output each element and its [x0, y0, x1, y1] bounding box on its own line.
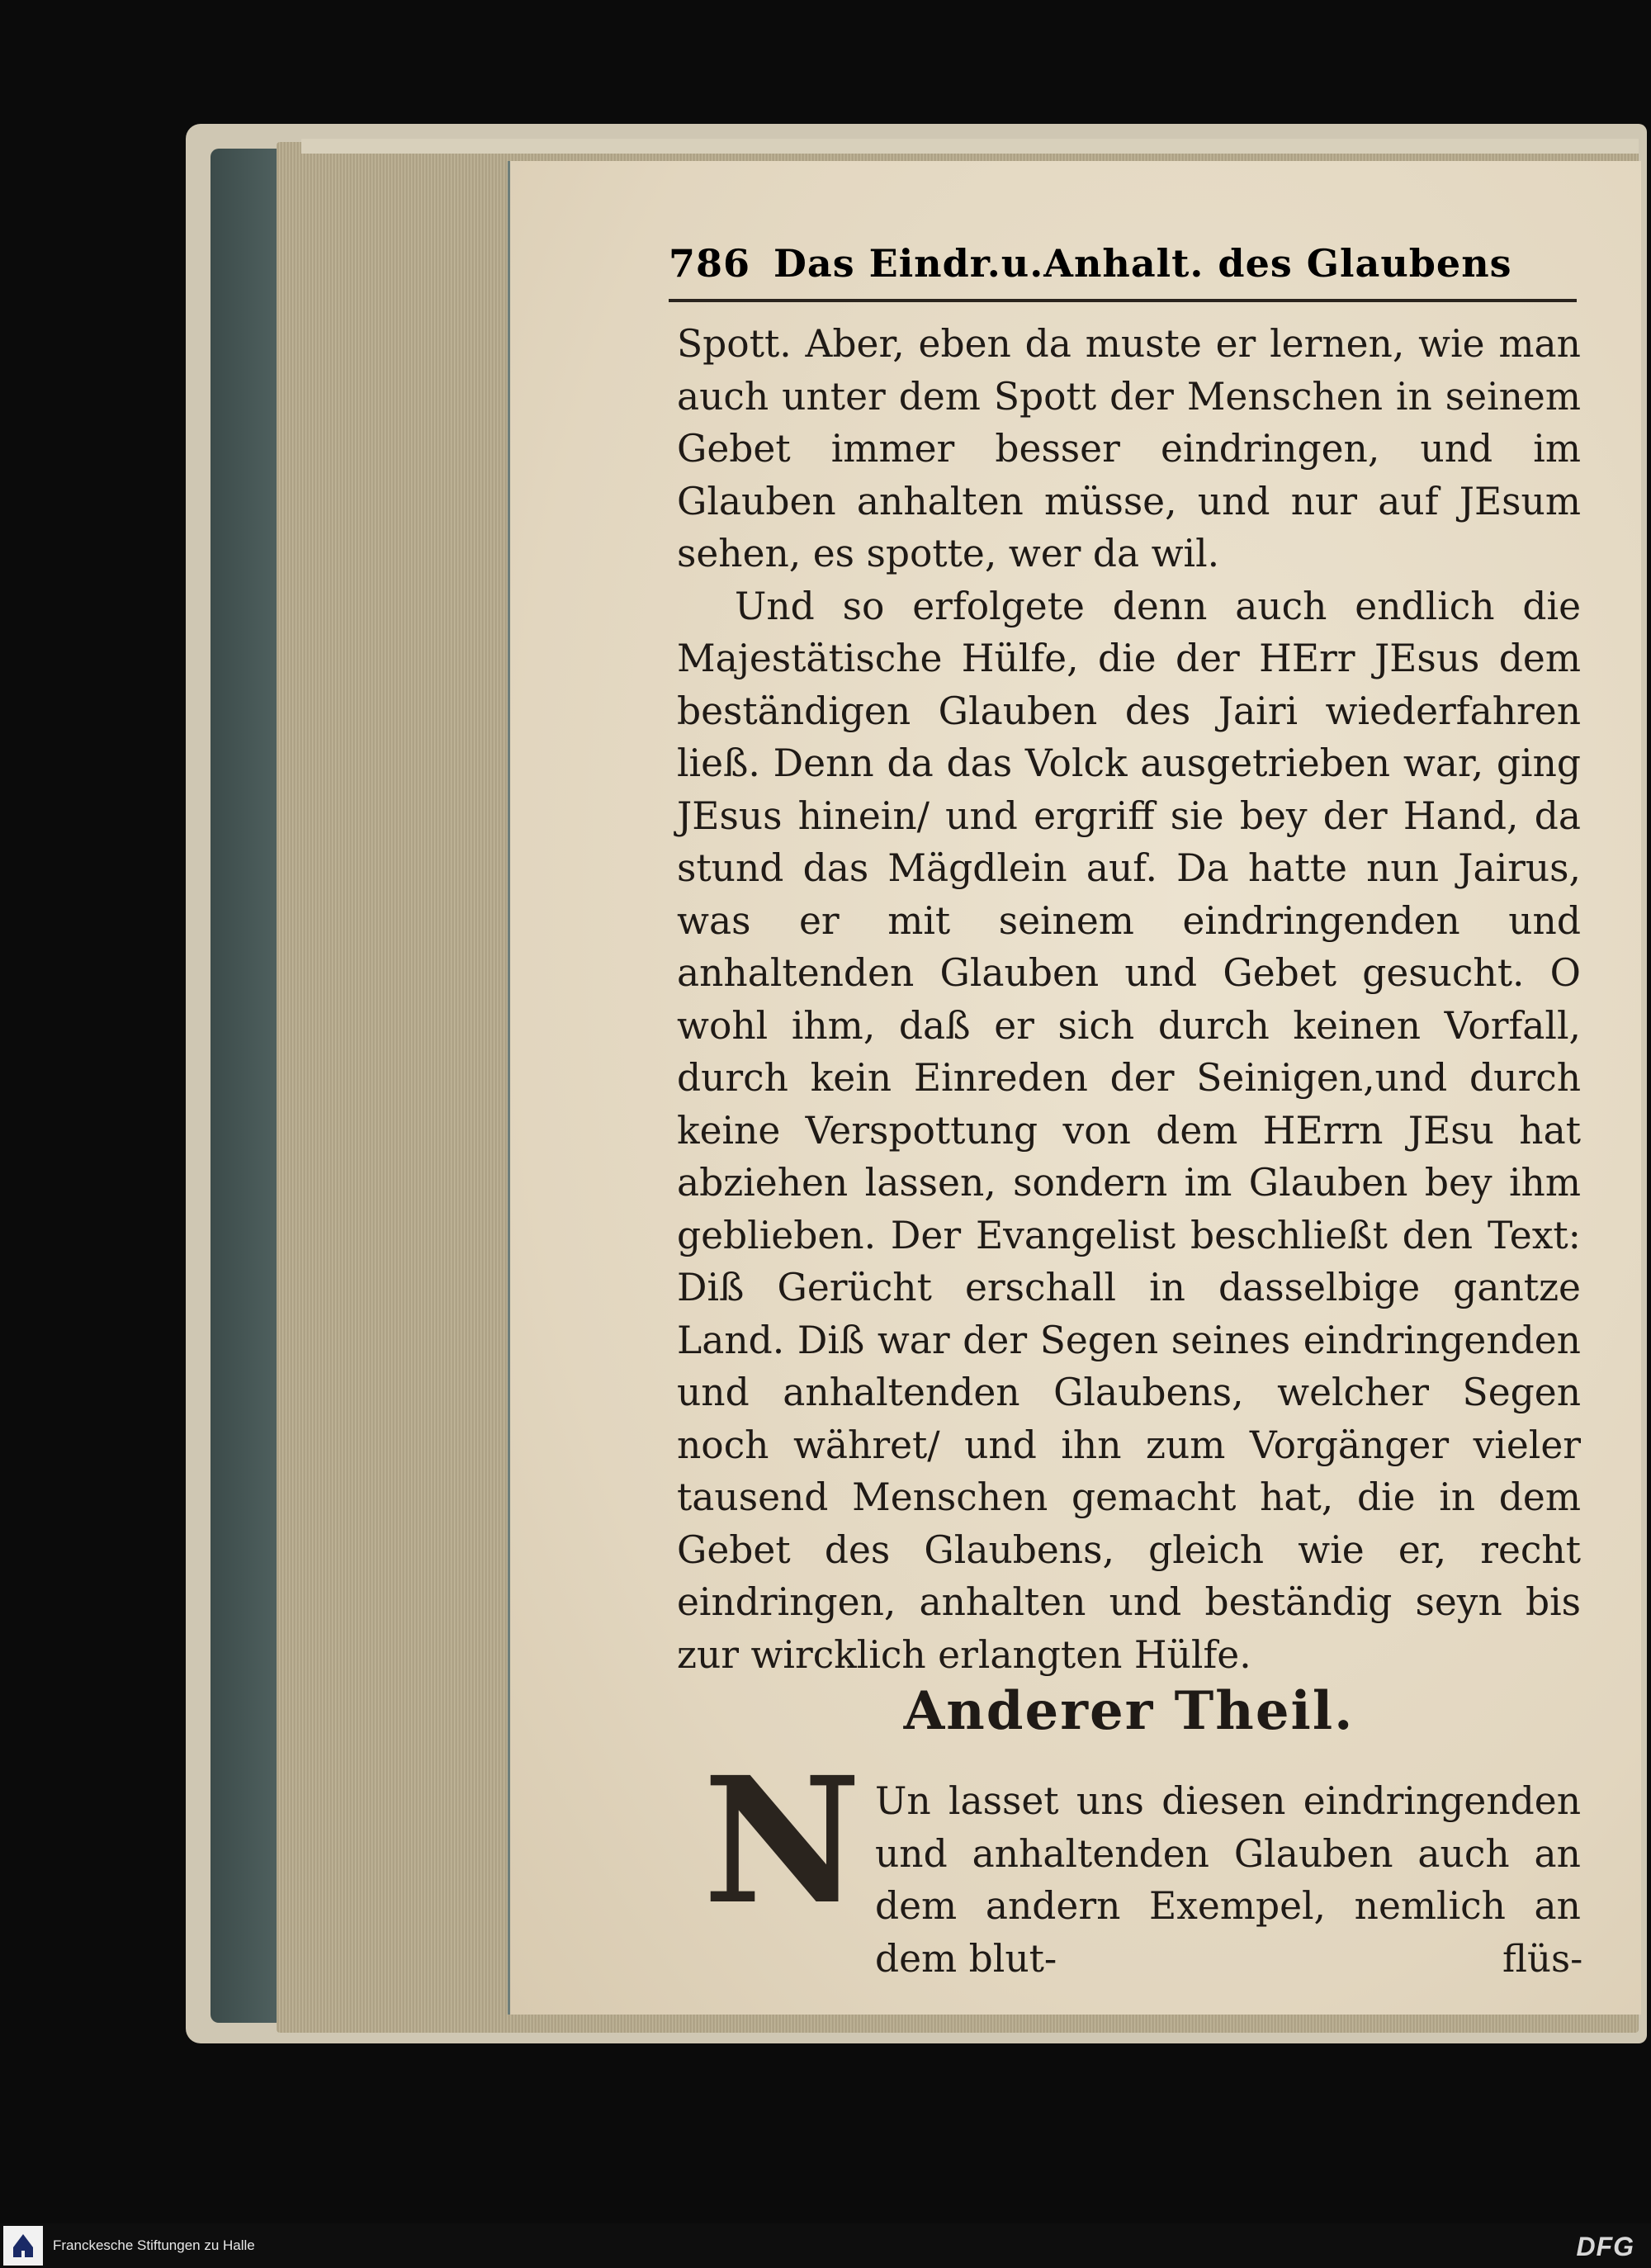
footer-institution-name: Franckesche Stiftungen zu Halle: [53, 2237, 255, 2253]
paragraph-2: Und so erfolgete denn auch endlich die Majestätische Hülfe, die der HErr JEsus dem beständigen Glauben des Jairi wiederfahren ließ. Denn da das Volck ausgetrieben war, ging JEsus hinein/ und ergriff sie bey der Hand, da stund das Mägdlein auf. Da hatte nun Jairus, was er mit seinem eindringenden und anhaltenden Glauben und Gebet gesucht. O wohl ihm, daß er sich durch keinen Vorfall, durch kein Einreden der Seinigen,und durch keine Verspottung von dem HErrn JEsu hat abziehen lassen, sondern im Glauben bey ihm geblieben. Der Evangelist beschließt den Text: Diß Gerücht erschall in dasselbige gantze Land. Diß war der Segen seines eindringenden und anhaltenden Glaubens, welcher Segen noch währet/ und ihn zum Vorgänger vieler tausend Menschen gemacht hat, die in dem Gebet des Glaubens, gleich wie er, recht eindringen, anhalten und beständig seyn bis zur wircklich erlangten Hülfe.: [677, 584, 1581, 1677]
footer-bar: [0, 2223, 1651, 2268]
drop-cap-ornament: [702, 1739, 863, 1943]
institution-logo-icon: [3, 2226, 43, 2266]
page-number: 786: [669, 241, 751, 286]
body-text: [677, 318, 1581, 1681]
running-head: Das Eindr.u.Anhalt. des Glaubens: [773, 241, 1512, 286]
page-top-edge: [301, 139, 1639, 154]
dfg-logo: DFG: [1576, 2232, 1634, 2261]
catchword: flüs-: [1502, 1937, 1583, 1981]
second-section-text: Un lasset uns diesen eindringenden und anhaltenden Glauben auch an dem andern Exempel, nemlich an dem blut-: [875, 1779, 1581, 1981]
drop-cap-letter: N: [703, 1739, 862, 1943]
page-header: [669, 241, 1577, 302]
section-title: Anderer Theil.: [903, 1680, 1355, 1742]
paragraph-1: Spott. Aber, eben da muste er lernen, wie man auch unter dem Spott der Menschen in seinem Gebet immer besser eindringen, und im Glauben anhalten müsse, und nur auf JEsum sehen, es spotte, wer da wil.: [677, 322, 1581, 575]
